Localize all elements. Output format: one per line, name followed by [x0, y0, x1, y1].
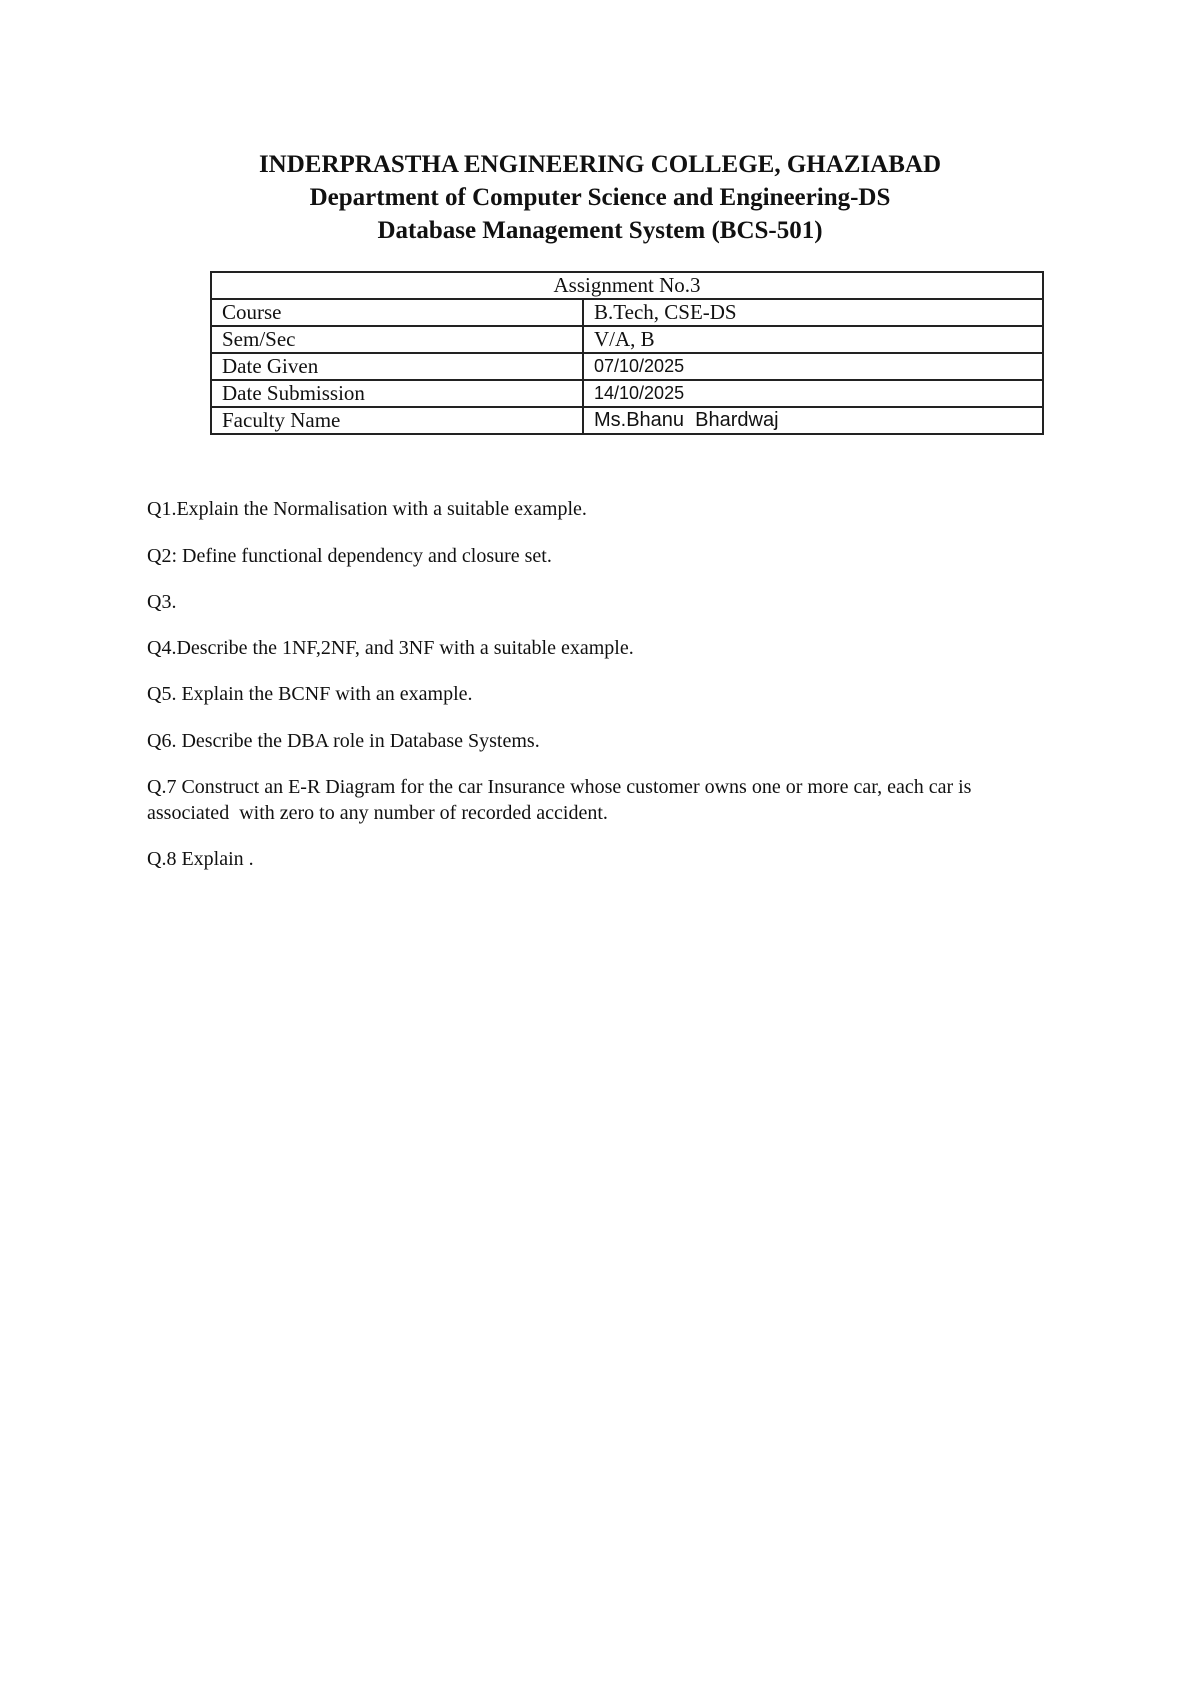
date-given-value: 07/10/2025: [583, 353, 1043, 380]
table-row-date-given: [211, 353, 1043, 380]
table-row-course: [211, 299, 1043, 326]
question-list: [147, 496, 1047, 872]
table-row-faculty: [211, 407, 1043, 434]
date-submission-value: 14/10/2025: [583, 380, 1043, 407]
college-name: INDERPRASTHA ENGINEERING COLLEGE, GHAZIABAD: [258, 151, 942, 178]
department-name: Department of Computer Science and Engineering-DS: [309, 184, 891, 211]
date-submission-label: Date Submission: [211, 380, 583, 407]
table-row-date-submission: [211, 380, 1043, 407]
question-8: Q.8 Explain .: [147, 848, 254, 870]
question-3: Q3.: [147, 591, 177, 613]
faculty-name-value: Ms.Bhanu Bhardwaj: [583, 407, 1043, 434]
sem-sec-value: V/A, B: [583, 326, 1043, 353]
course-label: Course: [211, 299, 583, 326]
faculty-name-label: Faculty Name: [211, 407, 583, 434]
date-given-label: Date Given: [211, 353, 583, 380]
document-header: [0, 148, 1200, 247]
question-2: Q2: Define functional dependency and closure set.: [147, 545, 552, 567]
question-5: Q5. Explain the BCNF with an example.: [147, 683, 473, 705]
course-value: B.Tech, CSE-DS: [583, 299, 1043, 326]
subject-name: Database Management System (BCS-501): [377, 217, 823, 244]
assignment-info-table: [210, 271, 1044, 435]
question-1: Q1.Explain the Normalisation with a suitable example.: [147, 498, 587, 520]
question-4: Q4.Describe the 1NF,2NF, and 3NF with a suitable example.: [147, 637, 634, 659]
assignment-number: Assignment No.3: [211, 272, 1043, 299]
question-7: Q.7 Construct an E-R Diagram for the car Insurance whose customer owns one or more car, each car is associated with zero to any number of recorded accident.: [147, 776, 977, 824]
table-caption-row: [211, 272, 1043, 299]
table-row-sem-sec: [211, 326, 1043, 353]
question-6: Q6. Describe the DBA role in Database Systems.: [147, 730, 540, 752]
sem-sec-label: Sem/Sec: [211, 326, 583, 353]
